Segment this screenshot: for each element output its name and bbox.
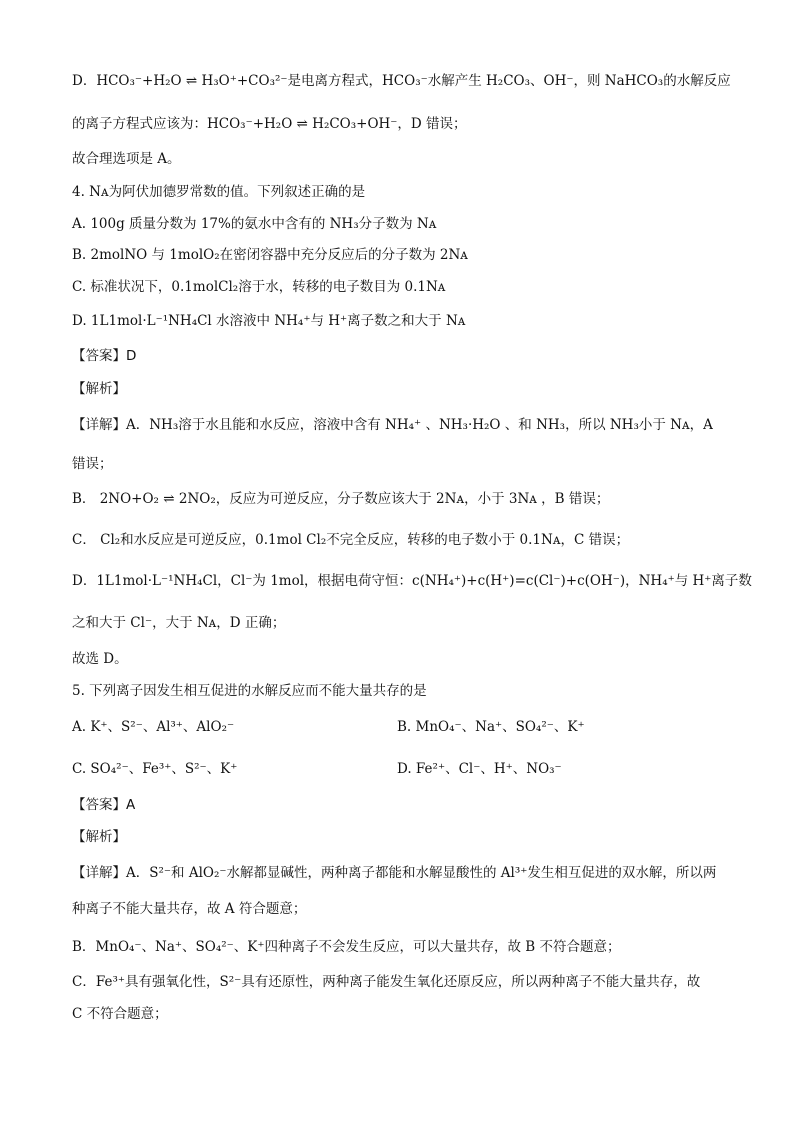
question-4-option-a: A. 100g 质量分数为 17%的氨水中含有的 NH₃分子数为 Nᴀ bbox=[72, 216, 437, 232]
detail-d-continuation: 之和大于 Cl⁻，大于 Nᴀ，D 正确； bbox=[72, 615, 286, 631]
detail-b-line: B． 2NO+O₂ ⇌ 2NO₂，反应为可逆反应，分子数应该大于 2Nᴀ，小于 3Nᴀ ，B 错误； bbox=[72, 491, 610, 507]
detail-a-continuation: 错误； bbox=[72, 456, 113, 472]
choose-d-line: 故选 D。 bbox=[72, 651, 128, 667]
detail-5a-continuation: 种离子不能大量共存，故 A 符合题意； bbox=[72, 901, 307, 917]
question-4-option-c: C. 标准状况下，0.1molCl₂溶于水，转移的电子数目为 0.1Nᴀ bbox=[72, 279, 446, 295]
question-5-option-d: D. Fe²⁺、Cl⁻、H⁺、NO₃⁻ bbox=[397, 761, 562, 777]
question-4-stem: 4. Nᴀ为阿伏加德罗常数的值。下列叙述正确的是 bbox=[72, 184, 366, 200]
answer-label: 【答案】D bbox=[72, 348, 137, 364]
detail-c-line: C． Cl₂和水反应是可逆反应，0.1mol Cl₂不完全反应，转移的电子数小于 0.1Nᴀ，C 错误； bbox=[72, 532, 630, 548]
analysis-label: 【解析】 bbox=[72, 381, 126, 397]
detail-5c-line: C．Fe³⁺具有强氧化性，S²⁻具有还原性，两种离子能发生氧化还原反应，所以两种离子不能大量共存，故 bbox=[72, 974, 701, 990]
question-5-stem: 5. 下列离子因发生相互促进的水解反应而不能大量共存的是 bbox=[72, 683, 427, 699]
question-5-option-c: C. SO₄²⁻、Fe³⁺、S²⁻、K⁺ bbox=[72, 761, 238, 777]
analysis-label-5: 【解析】 bbox=[72, 829, 126, 845]
detail-d-line: D．1L1mol·L⁻¹NH₄Cl，Cl⁻为 1mol，根据电荷守恒：c(NH₄⁺)+c(H⁺)=c(Cl⁻)+c(OH⁻)，NH₄⁺与 H⁺离子数 bbox=[72, 573, 752, 589]
question-5-option-b: B. MnO₄⁻、Na⁺、SO₄²⁻、K⁺ bbox=[397, 719, 585, 735]
answer-label-5: 【答案】A bbox=[72, 797, 136, 813]
conclusion-line: 故合理选项是 A。 bbox=[72, 151, 181, 167]
detail-5a-line: 【详解】A．S²⁻和 AlO₂⁻水解都显碱性，两种离子都能和水解显酸性的 Al³⁺发生相互促进的双水解，所以两 bbox=[72, 865, 717, 881]
question-4-option-d: D. 1L1mol·L⁻¹NH₄Cl 水溶液中 NH₄⁺与 H⁺离子数之和大于 Nᴀ bbox=[72, 313, 466, 329]
question-5-option-a: A. K⁺、S²⁻、Al³⁺、AlO₂⁻ bbox=[72, 719, 235, 735]
option-d-equation-line: 的离子方程式应该为：HCO₃⁻+H₂O ⇌ H₂CO₃+OH⁻，D 错误； bbox=[72, 116, 467, 132]
option-d-explanation-line: D．HCO₃⁻+H₂O ⇌ H₃O⁺+CO₃²⁻是电离方程式，HCO₃⁻水解产生 H₂CO₃、OH⁻，则 NaHCO₃的水解反应 bbox=[72, 73, 731, 89]
detail-a-line: 【详解】A．NH₃溶于水且能和水反应，溶液中含有 NH₄⁺ 、NH₃·H₂O 、和 NH₃，所以 NH₃小于 Nᴀ，A bbox=[72, 417, 713, 433]
detail-5c-continuation: C 不符合题意； bbox=[72, 1006, 168, 1022]
question-4-option-b: B. 2molNO 与 1molO₂在密闭容器中充分反应后的分子数为 2Nᴀ bbox=[72, 247, 468, 263]
detail-5b-line: B．MnO₄⁻、Na⁺、SO₄²⁻、K⁺四种离子不会发生反应，可以大量共存，故 B 不符合题意； bbox=[72, 939, 621, 955]
